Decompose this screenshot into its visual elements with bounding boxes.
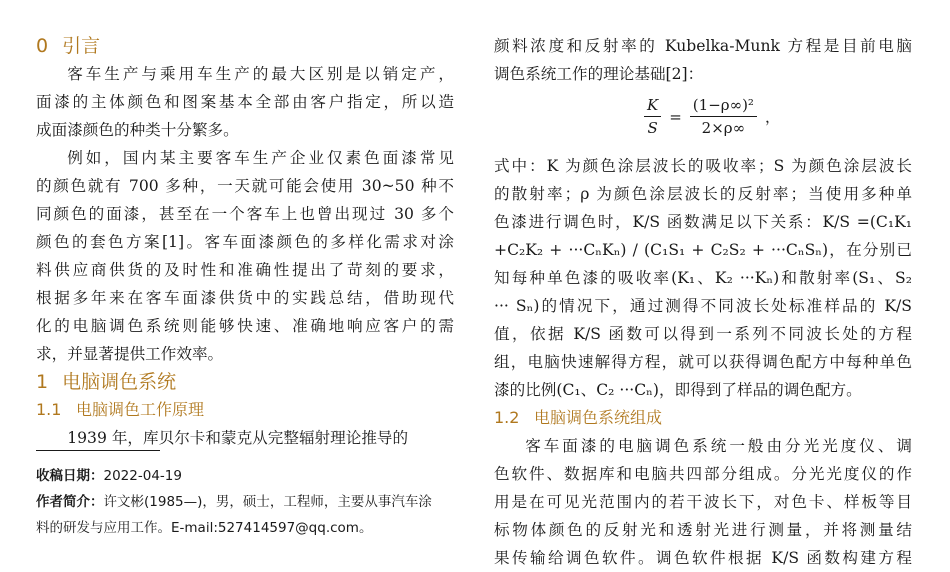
- formula-rhs-fraction: [690, 96, 757, 137]
- paragraph-line: 式中：K 为颜色涂层波长的吸收率；S 为颜色涂层波长: [494, 157, 912, 175]
- paragraph-line: 同颜色的面漆，甚至在一个客车上也曾出现过 30 多个: [36, 205, 454, 223]
- received-date: [36, 464, 466, 488]
- paragraph-line: 客车生产与乘用车生产的最大区别是以销定产，: [67, 65, 454, 83]
- paragraph-line: 例如，国内某主要客车生产企业仅素色面漆常见: [67, 149, 454, 167]
- formula-lhs-fraction: [644, 96, 661, 137]
- paragraph-line: 面漆的主体颜色和图案基本全部由客户指定，所以造: [36, 93, 454, 111]
- formula-tail: ，: [764, 108, 780, 126]
- left-column: [36, 32, 454, 452]
- paragraph-line: ··· Sₙ)的情况下，通过测得不同波长处标准样品的 K/S: [494, 297, 912, 315]
- formula-lhs-denominator: S: [647, 119, 658, 137]
- author-label: 作者简介：: [36, 494, 104, 510]
- paragraph-line: 知每种单色漆的吸收率(K₁、K₂ ···Kₙ)和散射率(S₁、S₂: [494, 269, 912, 287]
- subsection-heading-1-2: [494, 404, 912, 432]
- kubelka-munk-formula: [494, 88, 912, 152]
- paragraph-line: 成面漆颜色的种类十分繁多。: [36, 121, 239, 139]
- section-number: 1: [36, 371, 49, 393]
- section-title: 引言: [62, 35, 101, 57]
- subsection-title: 电脑调色系统组成: [534, 408, 663, 427]
- paragraph-line: 1939 年，库贝尔卡和蒙克从完整辐射理论推导的: [67, 429, 409, 447]
- paragraph-line: 化的电脑调色系统则能够快速、准确地响应客户的需: [36, 317, 454, 335]
- subsection-heading-1-1: [36, 396, 454, 424]
- received-label: 收稿日期：: [36, 468, 104, 484]
- paragraph-line: 颜色的套色方案[1]。客车面漆颜色的多样化需求对涂: [36, 233, 454, 251]
- author-bio-continued: [36, 516, 466, 540]
- paragraph-line: 的颜色就有 700 多种，一天就可能会使用 30~50 种不: [36, 177, 454, 195]
- section-heading-1: [36, 368, 454, 396]
- section-heading-0: [36, 32, 454, 60]
- paragraph-line: 值，依据 K/S 函数可以得到一系列不同波长处的方程: [494, 325, 912, 343]
- paragraph-line: 求，并显著提供工作效率。: [36, 345, 224, 363]
- formula-equals: =: [669, 107, 682, 126]
- paragraph-line: 根据多年来在客车面漆供货中的实践总结，借助现代: [36, 289, 454, 307]
- paragraph-line: 漆的比例(C₁、C₂ ···Cₙ)，即得到了样品的调色配方。: [494, 381, 862, 399]
- paragraph-line: 客车面漆的电脑调色系统一般由分光光度仪、调: [525, 437, 912, 455]
- subsection-number: 1.2: [494, 408, 520, 427]
- paragraph-line: 组，电脑快速解得方程，就可以获得调色配方中每种单色: [494, 353, 912, 371]
- paragraph-line: 色软件、数据库和电脑共四部分组成。分光光度仪的作: [494, 465, 912, 483]
- author-bio: [36, 490, 466, 514]
- formula-rhs-denominator: 2×ρ∞: [701, 119, 746, 137]
- paragraph-line: 料供应商供货的及时性和准确性提出了苛刻的要求，: [36, 261, 454, 279]
- formula-rhs-numerator: (1−ρ∞)²: [690, 96, 757, 117]
- footnote-divider: [36, 450, 160, 451]
- received-value: 2022-04-19: [103, 468, 182, 484]
- paragraph-line: 色漆进行调色时，K/S 函数满足以下关系：K/S =(C₁K₁: [494, 213, 912, 231]
- paragraph-line: 调色系统工作的理论基础[2]：: [494, 65, 704, 83]
- paragraph-line: 果传输给调色软件。调色软件根据 K/S 函数构建方程: [494, 549, 912, 567]
- paragraph-line: 用是在可见光范围内的若干波长下，对色卡、样板等目: [494, 493, 912, 511]
- section-number: 0: [36, 35, 49, 57]
- paragraph-line: +C₂K₂ + ···CₙKₙ) / (C₁S₁ + C₂S₂ + ···CₙSₙ)，在分别已: [494, 241, 912, 259]
- subsection-title: 电脑调色工作原理: [76, 400, 205, 419]
- paragraph-line: 标物体颜色的反射光和透射光进行测量，并将测量结: [494, 521, 912, 539]
- formula-expression: [644, 96, 780, 137]
- author-bio-line: 许文彬(1985—)，男，硕士，工程师，主要从事汽车涂: [103, 494, 432, 510]
- formula-lhs-numerator: K: [644, 96, 661, 117]
- subsection-number: 1.1: [36, 400, 62, 419]
- right-column: [494, 32, 912, 572]
- section-title: 电脑调色系统: [62, 371, 177, 393]
- author-bio-line: 料的研发与应用工作。E-mail:527414597@qq.com。: [36, 520, 373, 536]
- paragraph-line: 的散射率；ρ 为颜色涂层波长的反射率；当使用多种单: [494, 185, 912, 203]
- paragraph-line: 颜料浓度和反射率的 Kubelka-Munk 方程是目前电脑: [494, 37, 912, 55]
